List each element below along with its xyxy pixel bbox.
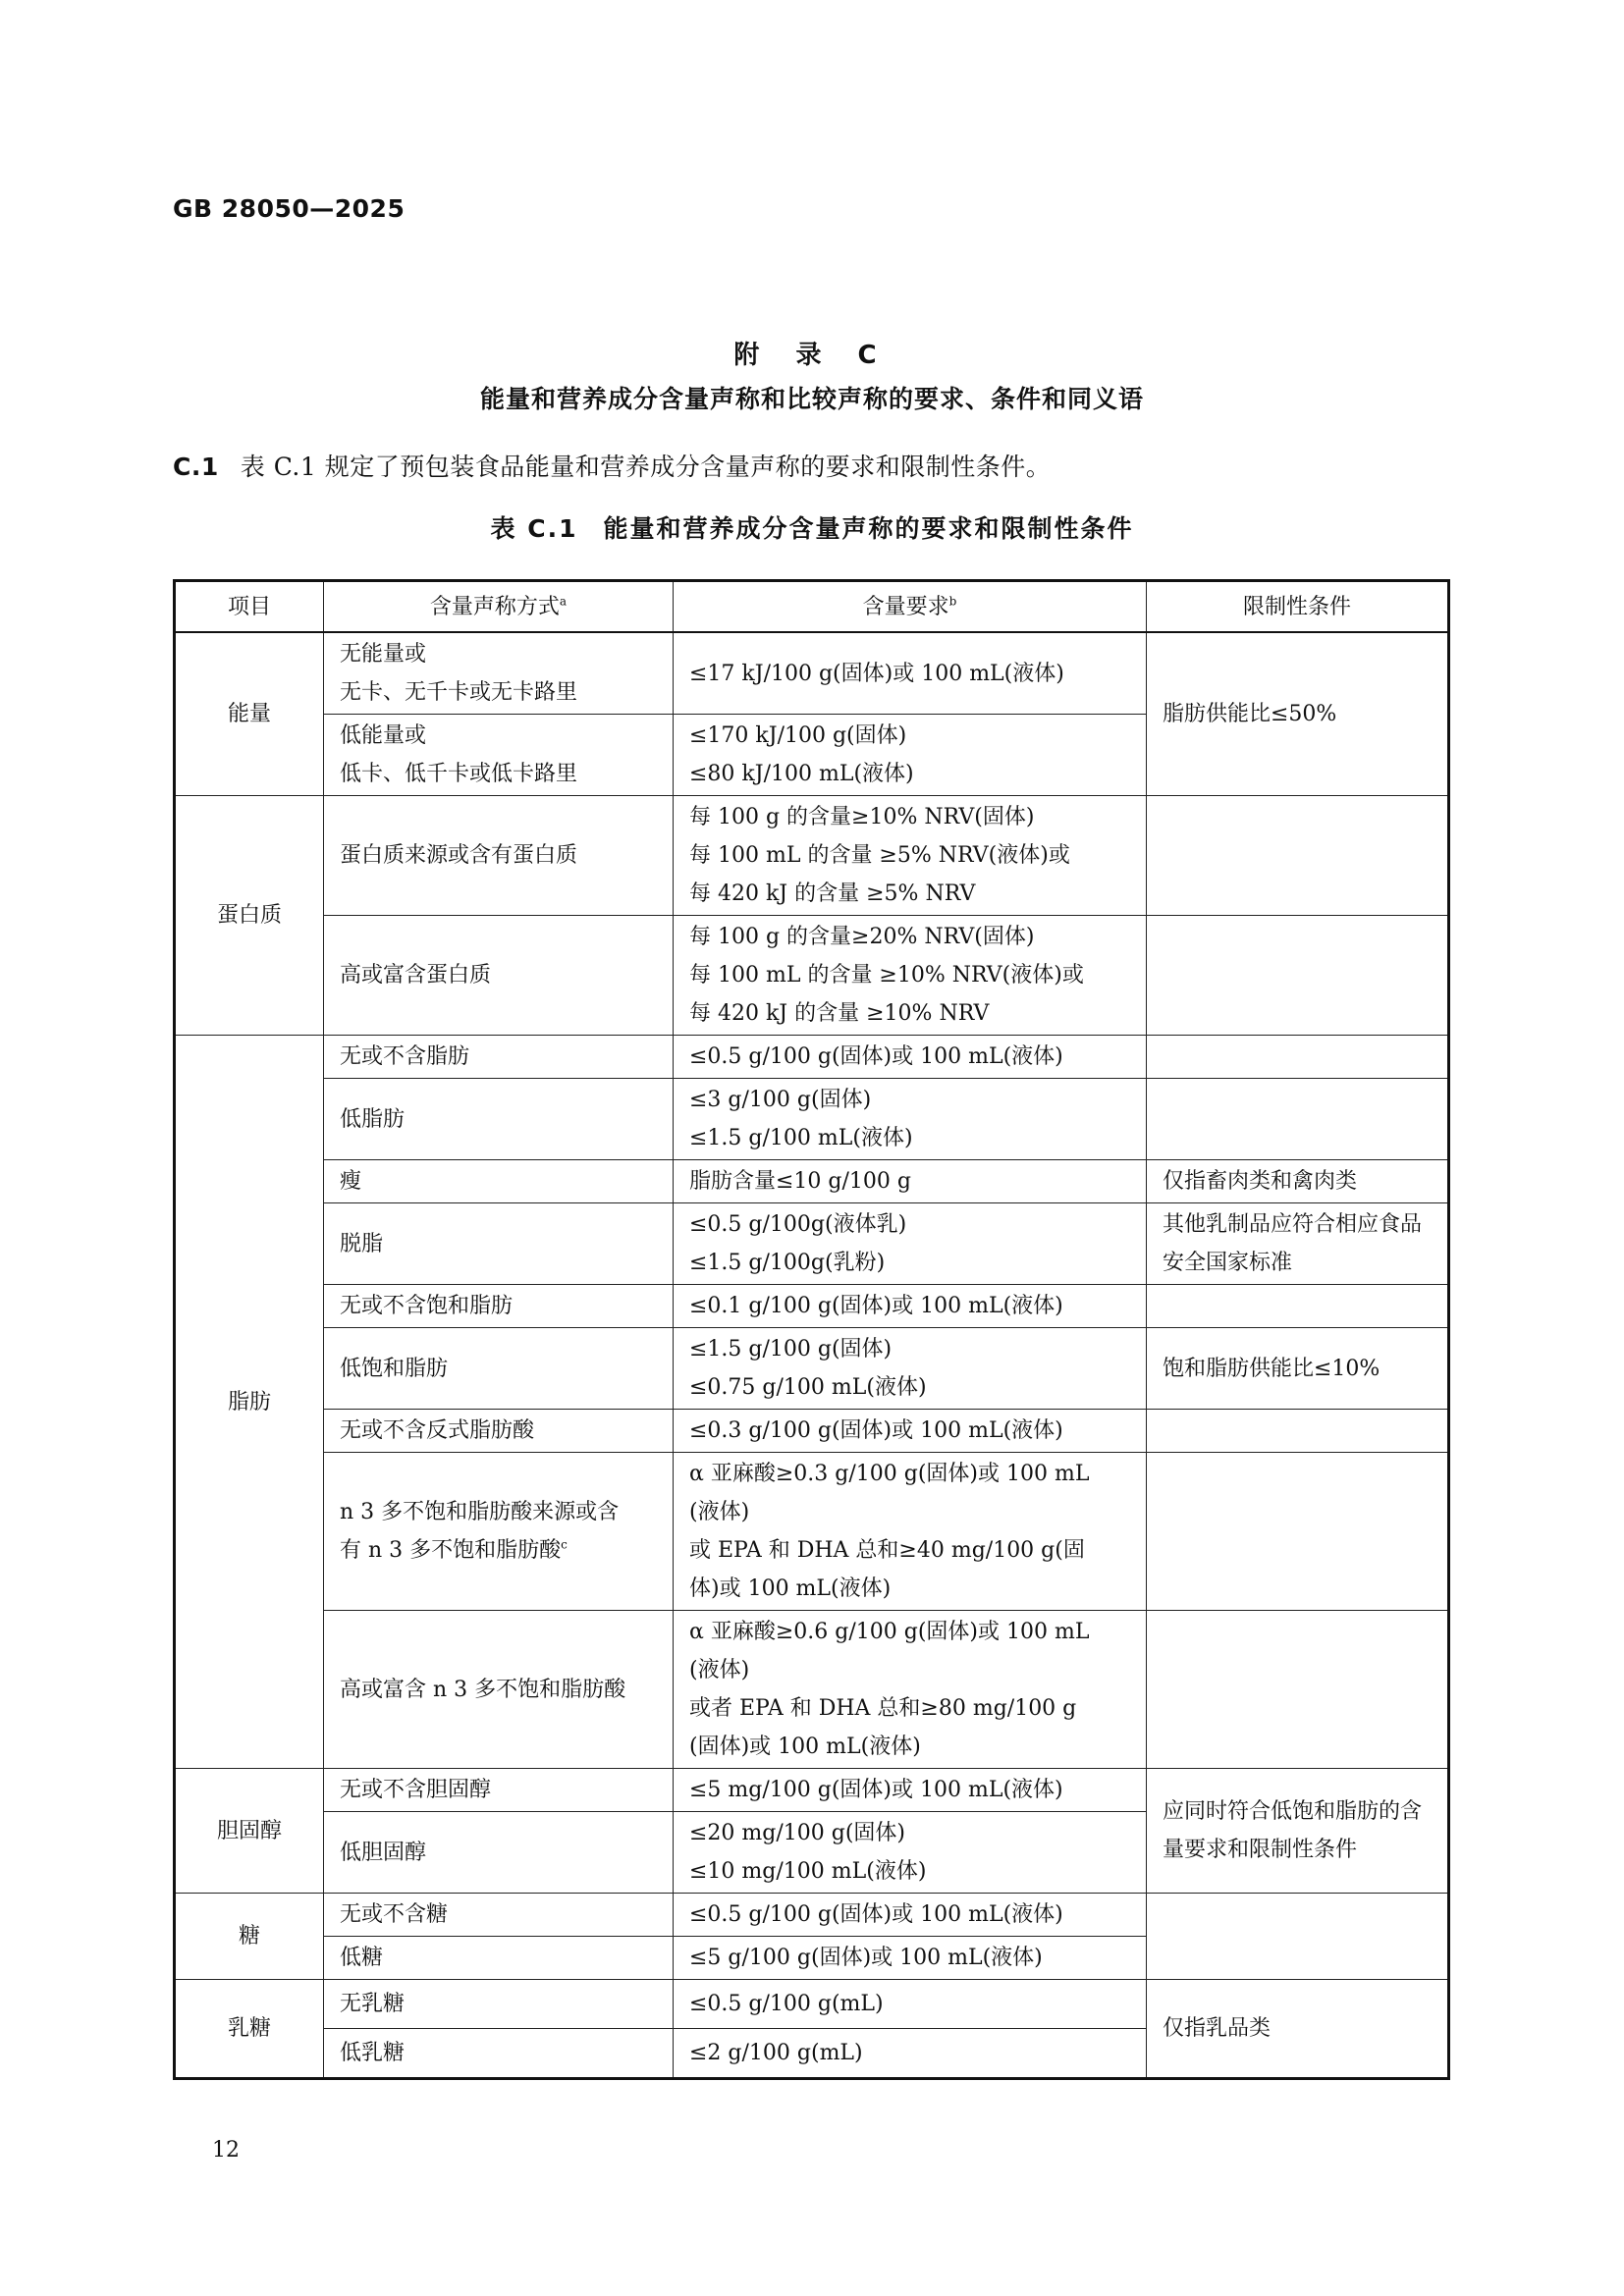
claim-line: 低胆固醇 [340,1840,427,1865]
item-cell: 脂肪 [175,1036,324,1769]
requirement-line: ≤0.5 g/100g(液体乳) [689,1212,907,1237]
requirement-cell [674,1453,1147,1611]
requirement-cell [674,1328,1147,1410]
condition-cell [1147,1410,1449,1453]
requirement-line: ≤2 g/100 g(mL) [689,2041,863,2065]
condition-cell: 其他乳制品应符合相应食品安全国家标准 [1147,1203,1449,1285]
claim-line: n 3 多不饱和脂肪酸来源或含 [340,1500,620,1524]
page-number: 12 [212,2138,240,2163]
requirement-cell [674,1079,1147,1160]
condition-cell [1147,1079,1449,1160]
claim-line: 低能量或 [340,723,427,748]
requirement-cell [674,1160,1147,1203]
claim-line: 低脂肪 [340,1106,406,1132]
condition-cell [1147,1894,1449,1980]
requirement-line: 每 100 g 的含量≥10% NRV(固体) [689,805,1035,829]
table-row [175,1894,1449,1937]
claim-line: 高或富含 n 3 多不饱和脂肪酸 [340,1677,626,1702]
table-row [175,1160,1449,1203]
clause-number: C.1 [173,453,219,481]
requirement-line: ≤170 kJ/100 g(固体) [689,723,907,748]
requirement-line: (液体) [689,1658,750,1682]
claim-line: 无乳糖 [340,1992,406,2016]
claim-cell [324,1036,674,1079]
table-row [175,632,1449,715]
claim-cell [324,1160,674,1203]
table-row [175,1203,1449,1285]
claim-cell [324,1894,674,1937]
requirement-cell [674,916,1147,1036]
header-item: 项目 [175,581,324,633]
requirement-line: ≤0.5 g/100 g(固体)或 100 mL(液体) [689,1044,1063,1069]
condition-cell [1147,1036,1449,1079]
footnote-marker: b [948,594,957,609]
condition-cell [1147,916,1449,1036]
claim-cell [324,916,674,1036]
footnote-marker: c [561,1537,568,1552]
claim-line: 无或不含胆固醇 [340,1778,492,1802]
requirement-cell [674,715,1147,796]
claim-cell [324,1812,674,1894]
claim-cell [324,715,674,796]
requirement-cell [674,2029,1147,2079]
table-row [175,1410,1449,1453]
claim-cell [324,1611,674,1769]
table-title [0,509,1624,545]
requirement-cell [674,1769,1147,1812]
condition-cell [1147,1453,1449,1611]
header-claim: 含量声称方式$^a$ [324,581,674,633]
claim-line: 无或不含反式脂肪酸 [340,1418,535,1443]
requirement-line: ≤1.5 g/100 mL(液体) [689,1126,913,1150]
requirement-line: (固体)或 100 mL(液体) [689,1735,921,1759]
claim-line: 无卡、无千卡或无卡路里 [340,680,578,705]
requirement-line: ≤5 g/100 g(固体)或 100 mL(液体) [689,1946,1043,1970]
requirement-line: ≤10 mg/100 mL(液体) [689,1859,927,1884]
condition-cell: 仅指乳品类 [1147,1980,1449,2079]
requirement-line: ≤0.5 g/100 g(固体)或 100 mL(液体) [689,1902,1063,1927]
claim-cell [324,632,674,715]
table-row [175,1611,1449,1769]
item-cell: 胆固醇 [175,1769,324,1894]
claim-line: 有 n 3 多不饱和脂肪酸$^c$ [340,1537,568,1563]
item-cell: 能量 [175,632,324,796]
requirement-line: 每 420 kJ 的含量 ≥10% NRV [689,1001,990,1026]
requirement-line: 每 100 mL 的含量 ≥5% NRV(液体)或 [689,843,1070,868]
table-row [175,916,1449,1036]
requirement-line: ≤0.1 g/100 g(固体)或 100 mL(液体) [689,1294,1063,1318]
requirement-line: 每 100 mL 的含量 ≥10% NRV(液体)或 [689,963,1084,988]
table-row [175,1769,1449,1812]
requirement-line: α 亚麻酸≥0.3 g/100 g(固体)或 100 mL [689,1462,1090,1486]
claim-line: 低乳糖 [340,2041,406,2065]
condition-cell: 饱和脂肪供能比≤10% [1147,1328,1449,1410]
requirement-cell [674,632,1147,715]
table-row [175,1980,1449,2029]
requirement-cell [674,1937,1147,1980]
footnote-marker: a [559,594,568,609]
condition-cell [1147,796,1449,916]
requirement-cell [674,1036,1147,1079]
item-cell: 乳糖 [175,1980,324,2079]
condition-cell [1147,1611,1449,1769]
claim-cell [324,796,674,916]
requirement-line: ≤0.3 g/100 g(固体)或 100 mL(液体) [689,1418,1063,1443]
annex-subtitle: 能量和营养成分含量声称和比较声称的要求、条件和同义语 [479,385,1144,413]
claim-cell [324,1203,674,1285]
claim-line: 无或不含饱和脂肪 [340,1294,514,1318]
claim-line: 低糖 [340,1946,384,1970]
table-row [175,1285,1449,1328]
requirement-cell [674,796,1147,916]
requirement-line: ≤3 g/100 g(固体) [689,1088,872,1112]
requirement-line: ≤0.5 g/100 g(mL) [689,1992,884,2016]
claim-line: 无能量或 [340,642,427,667]
requirement-line: ≤1.5 g/100g(乳粉) [689,1251,886,1275]
claim-cell [324,1410,674,1453]
claim-line: 低卡、低千卡或低卡路里 [340,762,578,786]
requirement-cell [674,1285,1147,1328]
requirement-line: ≤0.75 g/100 mL(液体) [689,1375,927,1400]
requirement-line: ≤80 kJ/100 mL(液体) [689,762,914,786]
table-number: 表 C.1 [490,514,578,543]
requirement-line: 体)或 100 mL(液体) [689,1576,892,1601]
requirement-line: 脂肪含量≤10 g/100 g [689,1169,911,1194]
condition-cell [1147,1285,1449,1328]
condition-cell: 脂肪供能比≤50% [1147,632,1449,796]
claim-cell [324,2029,674,2079]
requirement-line: (液体) [689,1500,750,1524]
claim-line: 无或不含糖 [340,1902,449,1927]
requirement-cell [674,1410,1147,1453]
claim-line: 无或不含脂肪 [340,1044,470,1069]
requirement-line: ≤1.5 g/100 g(固体) [689,1337,893,1362]
claims-table [173,579,1450,2080]
requirement-cell [674,1980,1147,2029]
table-body [175,632,1449,2079]
requirement-cell [674,1203,1147,1285]
requirement-line: 每 100 g 的含量≥20% NRV(固体) [689,925,1035,949]
table-row [175,1079,1449,1160]
header-requirement: 含量要求$^b$ [674,581,1147,633]
requirement-cell [674,1611,1147,1769]
table-caption: 能量和营养成分含量声称的要求和限制性条件 [603,514,1134,543]
header-condition: 限制性条件 [1147,581,1449,633]
claim-cell [324,1980,674,2029]
table-row [175,796,1449,916]
clause-text: 表 C.1 规定了预包装食品能量和营养成分含量声称的要求和限制性条件。 [240,453,1052,481]
claim-cell [324,1079,674,1160]
clause-c1 [173,448,1051,483]
claim-cell [324,1453,674,1611]
requirement-line: 或者 EPA 和 DHA 总和≥80 mg/100 g [689,1696,1077,1721]
claim-cell [324,1328,674,1410]
annex-title: 附 录 C [733,341,891,370]
claim-line: 高或富含蛋白质 [340,963,492,988]
requirement-line: ≤20 mg/100 g(固体) [689,1821,906,1845]
claim-cell [324,1769,674,1812]
claim-cell [324,1937,674,1980]
condition-cell: 应同时符合低饱和脂肪的含量要求和限制性条件 [1147,1769,1449,1894]
requirement-line: 或 EPA 和 DHA 总和≥40 mg/100 g(固 [689,1538,1085,1563]
requirement-line: ≤5 mg/100 g(固体)或 100 mL(液体) [689,1778,1063,1802]
claim-line: 瘦 [340,1169,362,1194]
table-row [175,1328,1449,1410]
claim-cell [324,1285,674,1328]
requirement-line: 每 420 kJ 的含量 ≥5% NRV [689,881,976,906]
claim-line: 蛋白质来源或含有蛋白质 [340,843,578,868]
table-row [175,1036,1449,1079]
requirement-line: α 亚麻酸≥0.6 g/100 g(固体)或 100 mL [689,1620,1090,1644]
condition-cell: 仅指畜肉类和禽肉类 [1147,1160,1449,1203]
table-header-row [175,581,1449,633]
claim-line: 脱脂 [340,1231,384,1256]
requirement-cell [674,1894,1147,1937]
table-row [175,1453,1449,1611]
item-cell: 蛋白质 [175,796,324,1036]
requirement-line: ≤17 kJ/100 g(固体)或 100 mL(液体) [689,661,1064,686]
item-cell: 糖 [175,1894,324,1980]
requirement-cell [674,1812,1147,1894]
claim-line: 低饱和脂肪 [340,1356,449,1381]
standard-code: GB 28050—2025 [173,194,406,223]
